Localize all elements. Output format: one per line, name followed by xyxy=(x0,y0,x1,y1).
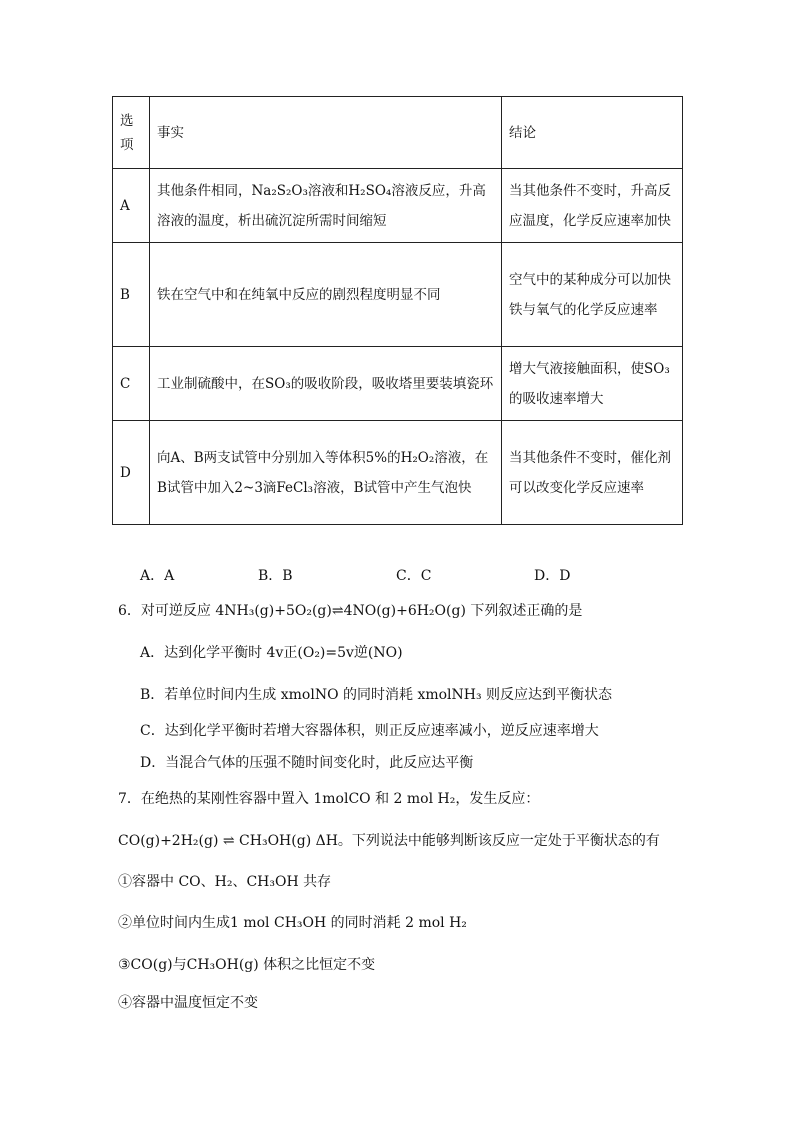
q5-option-b: B．B xyxy=(258,568,293,584)
q6-option-d: D．当混合气体的压强不随时间变化时，此反应达平衡 xyxy=(140,755,474,771)
q5-option-d: D．D xyxy=(534,568,571,584)
q5-option-a: A．A xyxy=(140,568,175,584)
q5-option-c: C．C xyxy=(396,568,432,584)
q6-stem: 6．对可逆反应 4NH₃(g)+5O₂(g)⇌4NO(g)+6H₂O(g) 下列叙述正确的是 xyxy=(118,603,583,619)
q6-option-c: C．达到化学平衡时若增大容器体积，则正反应速率减小，逆反应速率增大 xyxy=(140,723,599,739)
row-conclusion: 增大气液接触面积，使SO₃的吸收速率增大 xyxy=(502,347,683,421)
q7-item-4: ④容器中温度恒定不变 xyxy=(118,995,258,1011)
q7-item-1: ①容器中 CO、H₂、CH₃OH 共存 xyxy=(118,874,332,890)
row-fact: 其他条件相同，Na₂S₂O₃溶液和H₂SO₄溶液反应，升高溶液的温度，析出硫沉淀所需时间缩短 xyxy=(150,169,502,243)
row-label: B xyxy=(113,243,150,347)
q7-item-2: ②单位时间内生成1 mol CH₃OH 的同时消耗 2 mol H₂ xyxy=(118,915,467,931)
q7-item-3: ③CO(g)与CH₃OH(g) 体积之比恒定不变 xyxy=(118,957,376,973)
header-fact: 事实 xyxy=(150,97,502,169)
row-label: C xyxy=(113,347,150,421)
row-conclusion: 当其他条件不变时，升高反应温度，化学反应速率加快 xyxy=(502,169,683,243)
row-conclusion: 空气中的某种成分可以加快铁与氧气的化学反应速率 xyxy=(502,243,683,347)
facts-table xyxy=(112,96,683,525)
table-header-row xyxy=(113,97,683,169)
header-option: 选项 xyxy=(113,97,150,169)
row-fact: 工业制硫酸中，在SO₃的吸收阶段，吸收塔里要装填瓷环 xyxy=(150,347,502,421)
q6-option-a: A．达到化学平衡时 4v正(O₂)=5v逆(NO) xyxy=(140,645,403,661)
row-fact: 向A、B两支试管中分别加入等体积5%的H₂O₂溶液，在B试管中加入2~3滴FeCl₃溶液，B试管中产生气泡快 xyxy=(150,421,502,525)
row-fact: 铁在空气中和在纯氧中反应的剧烈程度明显不同 xyxy=(150,243,502,347)
row-conclusion: 当其他条件不变时，催化剂可以改变化学反应速率 xyxy=(502,421,683,525)
q6-option-b: B．若单位时间内生成 xmolNO 的同时消耗 xmolNH₃ 则反应达到平衡状态 xyxy=(140,687,613,703)
table-row xyxy=(113,347,683,421)
q7-equation: CO(g)+2H₂(g) ⇌ CH₃OH(g) ΔH。下列说法中能够判断该反应一定处于平衡状态的有 xyxy=(118,833,660,849)
table-row xyxy=(113,421,683,525)
row-label: A xyxy=(113,169,150,243)
table-row xyxy=(113,169,683,243)
q7-stem: 7．在绝热的某刚性容器中置入 1molCO 和 2 mol H₂，发生反应： xyxy=(118,791,540,807)
header-conclusion: 结论 xyxy=(502,97,683,169)
table-row xyxy=(113,243,683,347)
row-label: D xyxy=(113,421,150,525)
